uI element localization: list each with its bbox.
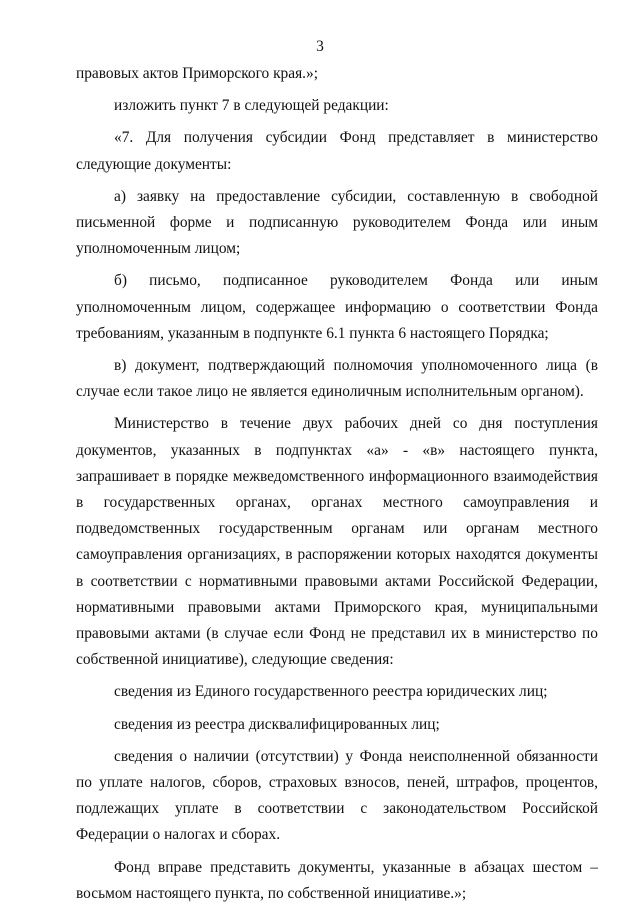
paragraph: изложить пункт 7 в следующей редакции: — [114, 97, 389, 115]
paragraph: сведения из Единого государственного реестра юридических лиц; — [114, 683, 548, 701]
paragraph: Фонд вправе представить документы, указанные в абзацах шестом – восьмом настоящего пункта, по собственной инициативе.»; — [76, 858, 598, 902]
paragraph: «7. Для получения субсидии Фонд представляет в министерство следующие документы: — [76, 129, 598, 173]
paragraph: сведения из реестра дисквалифицированных лиц; — [114, 715, 440, 733]
paragraph: б) письмо, подписанное руководителем Фонда или иным уполномоченным лицом, содержащее информацию о соответствии Фонда требованиям, указанным в подпункте 6.1 пункта 6 настоящего Порядка; — [76, 272, 598, 342]
paragraph: в) документ, подтверждающий полномочия уполномоченного лица (в случае если такое лицо не является единоличным исполнительным органом). — [76, 357, 598, 401]
paragraph: Министерство в течение двух рабочих дней со дня поступления документов, указанных в подпунктах «а» - «в» настоящего пункта, запрашивает в порядке межведомственного информационного взаимодействия в государственных органах, органах местного самоуправления и подведомственных государственным органам или органам местного самоуправления организациях, в распоряжении которых находятся документы в соответствии с нормативными правовыми актами Российской Федерации, нормативными правовыми актами Приморского края, муниципальными правовыми актами (в случае если Фонд не представил их в министерство по собственной инициативе), следующие сведения: — [76, 415, 598, 669]
paragraph: а) заявку на предоставление субсидии, составленную в свободной письменной форме и подписанную руководителем Фонда или иным уполномоченным лицом; — [76, 187, 598, 258]
document-body — [76, 61, 598, 907]
paragraph: правовых актов Приморского края.»; — [76, 65, 318, 82]
paragraph: сведения о наличии (отсутствии) у Фонда неисполненной обязанности по уплате налогов, сборов, страховых взносов, пеней, штрафов, процентов, подлежащих уплате в соответствии с законодательством Российской Федерации о налогах и сборах. — [76, 747, 598, 844]
page-number: 3 — [316, 38, 324, 55]
